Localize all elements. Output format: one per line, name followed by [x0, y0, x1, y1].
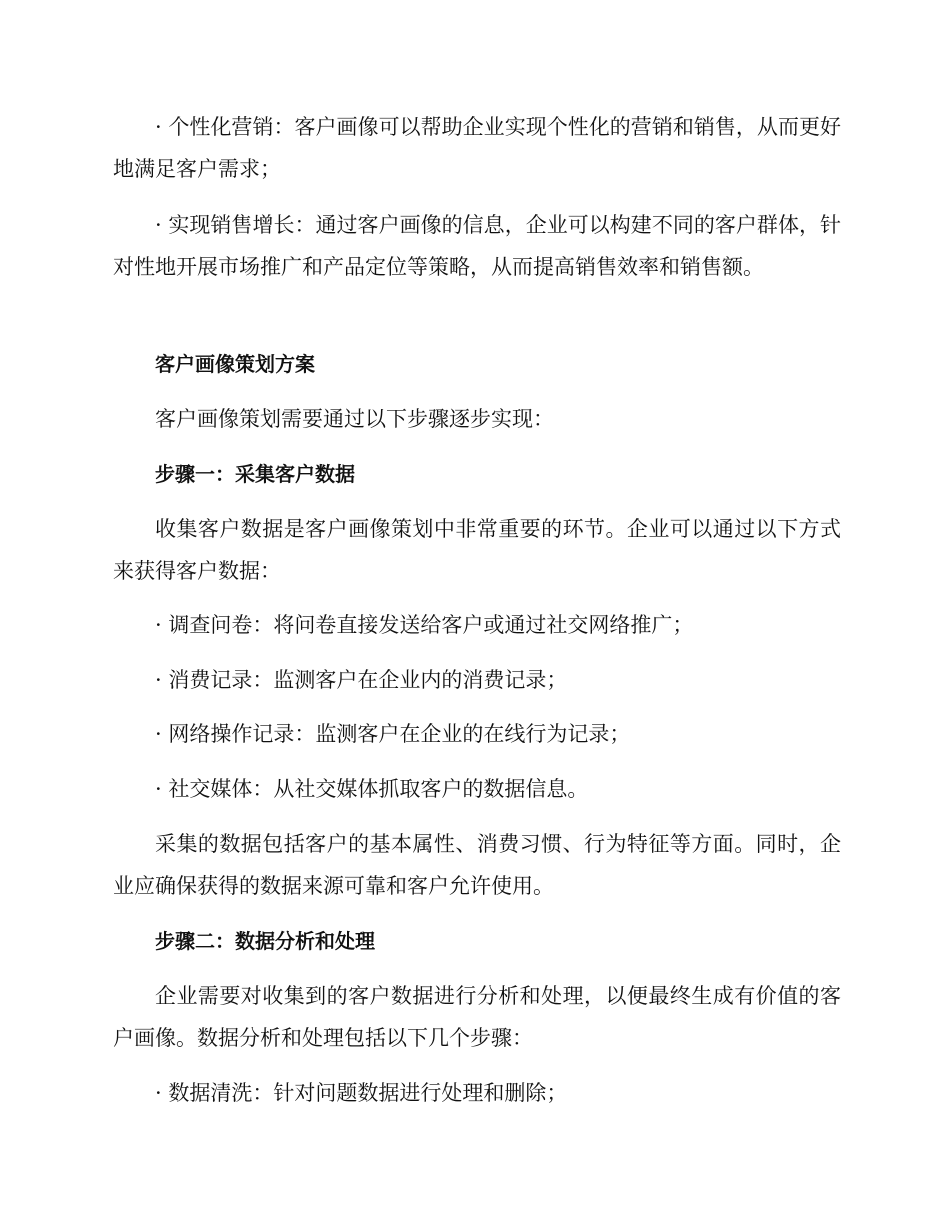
paragraph-data-scope: 采集的数据包括客户的基本属性、消费习惯、行为特征等方面。同时，企业应确保获得的数据来源可靠和客户允许使用。 [113, 832, 841, 898]
bullet-social-media: · 社交媒体：从社交媒体抓取客户的数据信息。 [155, 777, 589, 801]
paragraph-plan-intro: 客户画像策划需要通过以下步骤逐步实现： [155, 407, 554, 431]
step-two-heading: 步骤二：数据分析和处理 [155, 929, 375, 953]
bullet-survey: · 调查问卷：将问卷直接发送给客户或通过社交网络推广； [155, 613, 694, 637]
section-heading-plan: 客户画像策划方案 [155, 352, 315, 376]
bullet-data-cleaning: · 数据清洗：针对问题数据进行处理和删除； [155, 1081, 568, 1105]
bullet-personalized-marketing: · 个性化营销：客户画像可以帮助企业实现个性化的营销和销售，从而更好地满足客户需求； [113, 115, 841, 181]
paragraph-analysis: 企业需要对收集到的客户数据进行分析和处理，以便最终生成有价值的客户画像。数据分析和处理包括以下几个步骤： [113, 984, 841, 1050]
step-one-heading: 步骤一：采集客户数据 [155, 462, 355, 486]
bullet-online-records: · 网络操作记录：监测客户在企业的在线行为记录； [155, 722, 631, 746]
bullet-sales-growth: · 实现销售增长：通过客户画像的信息，企业可以构建不同的客户群体，针对性地开展市场推广和产品定位等策略，从而提高销售效率和销售额。 [113, 213, 841, 279]
paragraph-collect-data: 收集客户数据是客户画像策划中非常重要的环节。企业可以通过以下方式来获得客户数据： [113, 517, 841, 583]
bullet-consumption-records: · 消费记录：监测客户在企业内的消费记录； [155, 668, 568, 692]
